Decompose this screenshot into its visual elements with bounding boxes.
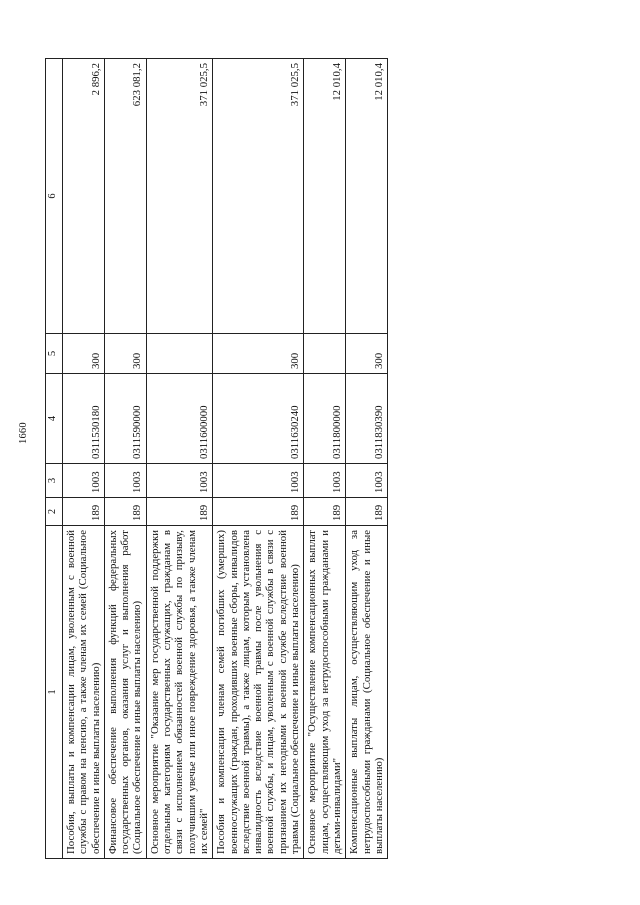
row-amount: 2 896,2 xyxy=(63,59,105,334)
row-target-code: 0311830390 xyxy=(346,374,388,464)
row-description: Основное мероприятие "Оказание мер государственной поддержки отдельным категориям государственных служащих, гражданам в связи с исполнением обязанностей военной службы по призыву, получившим увечье или иное повреждение здоровья, а также членам их семей" xyxy=(146,526,212,859)
row-section-code: 1003 xyxy=(146,464,212,498)
table-row xyxy=(63,59,105,859)
row-type-code: 300 xyxy=(104,334,146,374)
row-target-code: 0311590000 xyxy=(104,374,146,464)
row-section-code: 1003 xyxy=(346,464,388,498)
column-header-admin: 2 xyxy=(46,498,63,526)
column-header-type: 5 xyxy=(46,334,63,374)
row-description: Пособия, выплаты и компенсации лицам, уволенным с военной службы с правом на пенсию, а также членам их семей (Социальное обеспечение и иные выплаты населению) xyxy=(63,526,105,859)
row-admin-code: 189 xyxy=(104,498,146,526)
row-amount: 371 025,5 xyxy=(213,59,304,334)
row-section-code: 1003 xyxy=(63,464,105,498)
row-section-code: 1003 xyxy=(104,464,146,498)
row-target-code: 0311600000 xyxy=(146,374,212,464)
row-description: Основное мероприятие "Осуществление компенсационных выплат лицам, осуществляющим уход за нетрудоспособными гражданами и детьми-инвалидами" xyxy=(304,526,346,859)
column-header-target: 4 xyxy=(46,374,63,464)
row-type-code: 300 xyxy=(213,334,304,374)
row-admin-code: 189 xyxy=(304,498,346,526)
table-header-row xyxy=(46,59,63,859)
row-section-code: 1003 xyxy=(213,464,304,498)
row-admin-code: 189 xyxy=(63,498,105,526)
row-description: Пособия и компенсации членам семей погибших (умерших) военнослужащих (граждан, проходивших военные сборы, инвалидов вследствие военной травмы), а также лицам, которым установлена инвалидность вследствие военной травмы после увольнения с военной службы, и лицам, уволенным с военной службы в связи с признанием их негодными к военной службе вследствие военной травмы (Социальное обеспечение и иные выплаты населению) xyxy=(213,526,304,859)
table-row xyxy=(146,59,212,859)
row-target-code: 0311800000 xyxy=(304,374,346,464)
row-section-code: 1003 xyxy=(304,464,346,498)
row-amount: 12 010,4 xyxy=(346,59,388,334)
row-type-code: 300 xyxy=(63,334,105,374)
column-header-name: 1 xyxy=(46,526,63,859)
budget-table-container xyxy=(45,59,625,859)
row-target-code: 0311630240 xyxy=(213,374,304,464)
budget-table xyxy=(45,58,388,859)
row-type-code xyxy=(304,334,346,374)
table-row xyxy=(346,59,388,859)
row-description: Финансовое обеспечение выполнения функций федеральных государственных органов, оказания услуг и выполнения работ (Социальное обеспечение и иные выплаты населению) xyxy=(104,526,146,859)
row-admin-code: 189 xyxy=(213,498,304,526)
row-admin-code: 189 xyxy=(346,498,388,526)
row-admin-code: 189 xyxy=(146,498,212,526)
row-type-code xyxy=(146,334,212,374)
row-target-code: 0311530180 xyxy=(63,374,105,464)
table-row xyxy=(304,59,346,859)
row-amount: 623 081,2 xyxy=(104,59,146,334)
row-amount: 12 010,4 xyxy=(304,59,346,334)
column-header-section: 3 xyxy=(46,464,63,498)
column-header-amount: 6 xyxy=(46,59,63,334)
row-amount: 371 025,5 xyxy=(146,59,212,334)
table-row xyxy=(104,59,146,859)
row-type-code: 300 xyxy=(346,334,388,374)
table-row xyxy=(213,59,304,859)
page-number: 1660 xyxy=(18,422,29,444)
row-description: Компенсационные выплаты лицам, осуществляющим уход за нетрудоспособными гражданами (Социальное обеспечение и иные выплаты населению) xyxy=(346,526,388,859)
